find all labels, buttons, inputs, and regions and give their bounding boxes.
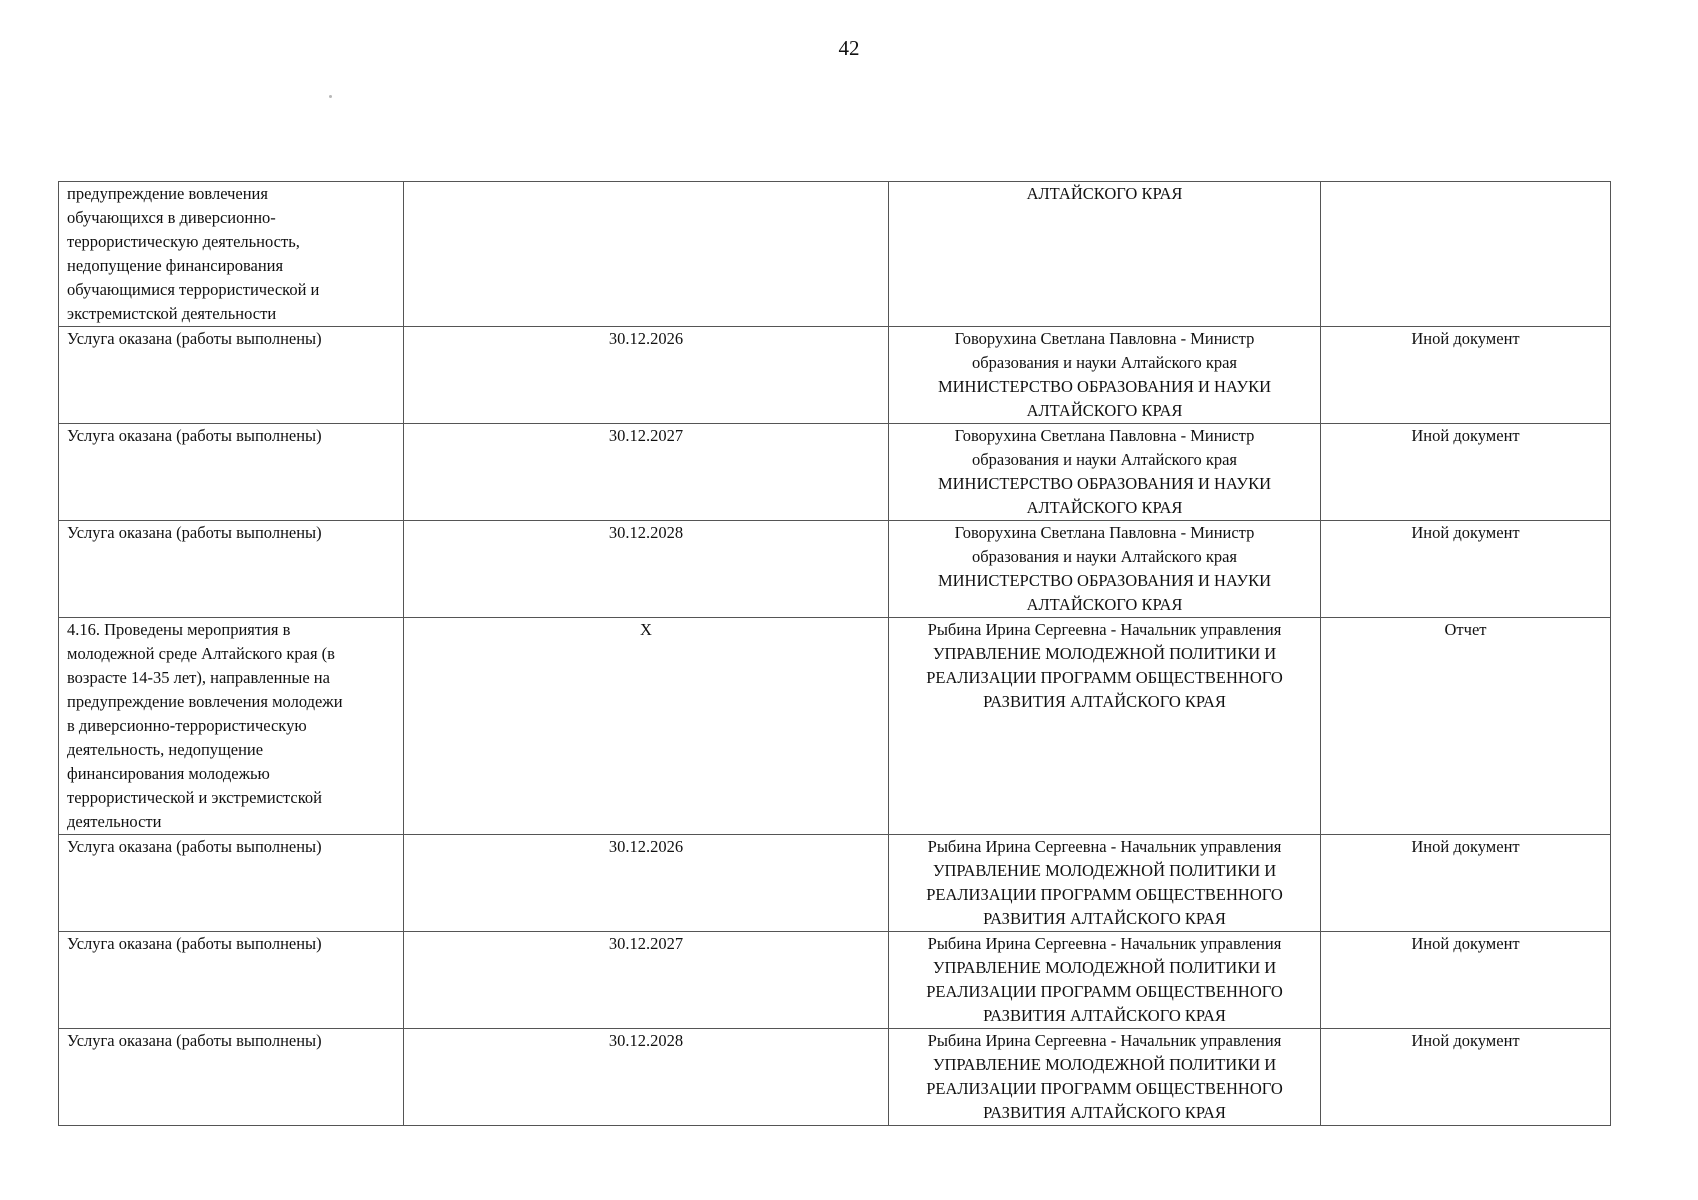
date-cell [404, 424, 889, 521]
responsible-cell [889, 521, 1321, 618]
cell-text-line: АЛТАЙСКОГО КРАЯ [1026, 498, 1183, 517]
cell-text-line: МИНИСТЕРСТВО ОБРАЗОВАНИЯ И НАУКИ [937, 474, 1272, 493]
cell-text-line: РАЗВИТИЯ АЛТАЙСКОГО КРАЯ [983, 692, 1226, 711]
schedule-table [58, 181, 1611, 1126]
cell-text-line: Отчет [1444, 620, 1487, 639]
cell-text-line: 30.12.2026 [608, 837, 684, 856]
cell-text-line: в диверсионно-террористическую [67, 716, 307, 735]
table-row [59, 1029, 1611, 1126]
cell-text-line: образования и науки Алтайского края [971, 547, 1238, 566]
cell-text-line: Услуга оказана (работы выполнены) [67, 837, 322, 856]
result-cell [59, 932, 404, 1029]
date-cell [404, 835, 889, 932]
table-row [59, 932, 1611, 1029]
cell-text-line: Услуга оказана (работы выполнены) [67, 1031, 322, 1050]
cell-text-line: АЛТАЙСКОГО КРАЯ [1026, 595, 1183, 614]
cell-text-line: деятельность, недопущение [67, 740, 264, 759]
result-cell [59, 835, 404, 932]
date-cell [404, 182, 889, 327]
page-number: 42 [838, 36, 860, 60]
cell-text-line: Говорухина Светлана Павловна - Министр [954, 329, 1255, 348]
table-row [59, 835, 1611, 932]
cell-text-line: Услуга оказана (работы выполнены) [67, 934, 322, 953]
cell-text-line: Услуга оказана (работы выполнены) [67, 426, 322, 445]
responsible-cell [889, 932, 1321, 1029]
cell-text-line: 30.12.2027 [608, 426, 684, 445]
cell-text-line: РЕАЛИЗАЦИИ ПРОГРАММ ОБЩЕСТВЕННОГО [926, 885, 1283, 904]
cell-text-line: РЕАЛИЗАЦИИ ПРОГРАММ ОБЩЕСТВЕННОГО [926, 668, 1283, 687]
cell-text-line: образования и науки Алтайского края [971, 353, 1238, 372]
cell-text-line: Иной документ [1411, 1031, 1520, 1050]
cell-text-line: РАЗВИТИЯ АЛТАЙСКОГО КРАЯ [983, 1103, 1226, 1122]
cell-text-line: Иной документ [1411, 329, 1520, 348]
cell-text-line: УПРАВЛЕНИЕ МОЛОДЕЖНОЙ ПОЛИТИКИ И [932, 644, 1277, 663]
document-type-cell [1321, 932, 1611, 1029]
cell-text-line: УПРАВЛЕНИЕ МОЛОДЕЖНОЙ ПОЛИТИКИ И [932, 1055, 1277, 1074]
cell-text-line: террористической и экстремистской [67, 788, 323, 807]
cell-text-line: УПРАВЛЕНИЕ МОЛОДЕЖНОЙ ПОЛИТИКИ И [932, 861, 1277, 880]
cell-text-line: Иной документ [1411, 523, 1520, 542]
cell-text-line: 30.12.2027 [608, 934, 684, 953]
cell-text-line: обучающихся в диверсионно- [67, 208, 276, 227]
table-row [59, 327, 1611, 424]
cell-text-line: МИНИСТЕРСТВО ОБРАЗОВАНИЯ И НАУКИ [937, 377, 1272, 396]
document-type-cell [1321, 182, 1611, 327]
cell-text-line: террористическую деятельность, [67, 232, 300, 251]
cell-text-line: недопущение финансирования [67, 256, 284, 275]
cell-text-line: предупреждение вовлечения [67, 184, 268, 203]
cell-text-line: Услуга оказана (работы выполнены) [67, 523, 322, 542]
cell-text-line: УПРАВЛЕНИЕ МОЛОДЕЖНОЙ ПОЛИТИКИ И [932, 958, 1277, 977]
cell-text-line: Говорухина Светлана Павловна - Министр [954, 426, 1255, 445]
cell-text-line: РАЗВИТИЯ АЛТАЙСКОГО КРАЯ [983, 1006, 1226, 1025]
cell-text-line: Рыбина Ирина Сергеевна - Начальник управления [927, 837, 1282, 856]
cell-text-line: 30.12.2028 [608, 1031, 684, 1050]
responsible-cell [889, 835, 1321, 932]
document-type-cell [1321, 835, 1611, 932]
cell-text-line: Иной документ [1411, 837, 1520, 856]
responsible-cell [889, 327, 1321, 424]
cell-text-line: Услуга оказана (работы выполнены) [67, 329, 322, 348]
cell-text-line: РЕАЛИЗАЦИИ ПРОГРАММ ОБЩЕСТВЕННОГО [926, 982, 1283, 1001]
cell-text-line: X [640, 620, 652, 639]
cell-text-line: Рыбина Ирина Сергеевна - Начальник управления [927, 1031, 1282, 1050]
cell-text-line: МИНИСТЕРСТВО ОБРАЗОВАНИЯ И НАУКИ [937, 571, 1272, 590]
cell-text-line: 30.12.2028 [608, 523, 684, 542]
responsible-cell [889, 424, 1321, 521]
table-row [59, 424, 1611, 521]
date-cell [404, 521, 889, 618]
document-type-cell [1321, 327, 1611, 424]
date-cell [404, 932, 889, 1029]
cell-text-line: финансирования молодежью [67, 764, 270, 783]
table-row [59, 521, 1611, 618]
cell-text-line: обучающимися террористической и [67, 280, 320, 299]
cell-text-line: РЕАЛИЗАЦИИ ПРОГРАММ ОБЩЕСТВЕННОГО [926, 1079, 1283, 1098]
cell-text-line: 4.16. Проведены мероприятия в [67, 620, 291, 639]
cell-text-line: образования и науки Алтайского края [971, 450, 1238, 469]
cell-text-line: молодежной среде Алтайского края (в [67, 644, 335, 663]
table-row [59, 182, 1611, 327]
result-cell [59, 618, 404, 835]
cell-text-line: деятельности [67, 812, 162, 831]
cell-text-line: 30.12.2026 [608, 329, 684, 348]
cell-text-line: АЛТАЙСКОГО КРАЯ [1026, 401, 1183, 420]
result-cell [59, 327, 404, 424]
schedule-table-body [59, 182, 1611, 1126]
scan-speck [329, 95, 332, 98]
cell-text-line: Рыбина Ирина Сергеевна - Начальник управления [927, 620, 1282, 639]
responsible-cell [889, 182, 1321, 327]
cell-text-line: РАЗВИТИЯ АЛТАЙСКОГО КРАЯ [983, 909, 1226, 928]
cell-text-line: экстремистской деятельности [67, 304, 277, 323]
responsible-cell [889, 1029, 1321, 1126]
cell-text-line: Иной документ [1411, 934, 1520, 953]
cell-text-line: Рыбина Ирина Сергеевна - Начальник управления [927, 934, 1282, 953]
result-cell [59, 1029, 404, 1126]
cell-text-line: Говорухина Светлана Павловна - Министр [954, 523, 1255, 542]
responsible-cell [889, 618, 1321, 835]
result-cell [59, 424, 404, 521]
table-row [59, 618, 1611, 835]
date-cell [404, 1029, 889, 1126]
cell-text-line: АЛТАЙСКОГО КРАЯ [1026, 184, 1183, 203]
document-type-cell [1321, 1029, 1611, 1126]
result-cell [59, 182, 404, 327]
result-cell [59, 521, 404, 618]
cell-text-line: возрасте 14-35 лет), направленные на [67, 668, 330, 687]
date-cell [404, 618, 889, 835]
document-type-cell [1321, 618, 1611, 835]
document-type-cell [1321, 521, 1611, 618]
cell-text-line: предупреждение вовлечения молодежи [67, 692, 343, 711]
date-cell [404, 327, 889, 424]
cell-text-line: Иной документ [1411, 426, 1520, 445]
document-type-cell [1321, 424, 1611, 521]
